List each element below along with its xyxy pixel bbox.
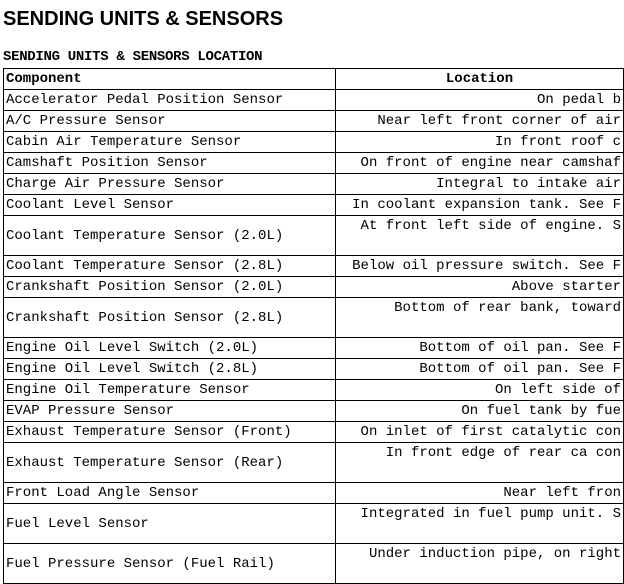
table-row	[4, 544, 624, 584]
component-cell: Crankshaft Position Sensor (2.0L)	[4, 277, 336, 298]
component-cell: Engine Oil Temperature Sensor	[4, 380, 336, 401]
component-cell: Accelerator Pedal Position Sensor	[4, 90, 336, 111]
component-cell: Coolant Level Sensor	[4, 195, 336, 216]
table-header-row	[4, 69, 624, 90]
component-cell: Engine Oil Level Switch (2.8L)	[4, 359, 336, 380]
location-cell: On fuel tank by fue	[336, 401, 624, 422]
table-row	[4, 298, 624, 338]
location-cell: In front roof c	[336, 132, 624, 153]
table-row	[4, 132, 624, 153]
table-row	[4, 111, 624, 132]
component-cell: Coolant Temperature Sensor (2.0L)	[4, 216, 336, 256]
location-cell: In coolant expansion tank. See F	[336, 195, 624, 216]
component-cell: Camshaft Position Sensor	[4, 153, 336, 174]
table-row	[4, 380, 624, 401]
section-title: SENDING UNITS & SENSORS LOCATION	[3, 49, 263, 65]
component-cell: Front Load Angle Sensor	[4, 483, 336, 504]
component-cell: Engine Oil Level Switch (2.0L)	[4, 338, 336, 359]
table-row	[4, 174, 624, 195]
table-row	[4, 483, 624, 504]
location-cell: Bottom of oil pan. See F	[336, 359, 624, 380]
table-row	[4, 256, 624, 277]
sensor-location-table-container	[3, 68, 623, 584]
location-cell: Integral to intake air	[336, 174, 624, 195]
location-cell: Integrated in fuel pump unit. S	[336, 504, 624, 544]
component-cell: Fuel Level Sensor	[4, 504, 336, 544]
component-cell: Exhaust Temperature Sensor (Front)	[4, 422, 336, 443]
location-cell: At front left side of engine. S	[336, 216, 624, 256]
location-cell: Below oil pressure switch. See F	[336, 256, 624, 277]
component-cell: Coolant Temperature Sensor (2.8L)	[4, 256, 336, 277]
location-cell: On inlet of first catalytic con	[336, 422, 624, 443]
column-header-location: Location	[336, 69, 624, 90]
location-cell: Under induction pipe, on right	[336, 544, 624, 584]
table-row	[4, 504, 624, 544]
location-cell: Bottom of oil pan. See F	[336, 338, 624, 359]
table-row	[4, 195, 624, 216]
table-body	[4, 90, 624, 584]
table-row	[4, 216, 624, 256]
table-row	[4, 90, 624, 111]
location-cell: Bottom of rear bank, toward	[336, 298, 624, 338]
sensor-location-table	[3, 68, 624, 584]
location-cell: Above starter	[336, 277, 624, 298]
page-title: SENDING UNITS & SENSORS	[3, 8, 284, 30]
table-row	[4, 422, 624, 443]
table-row	[4, 401, 624, 422]
component-cell: Fuel Pressure Sensor (Fuel Rail)	[4, 544, 336, 584]
component-cell: EVAP Pressure Sensor	[4, 401, 336, 422]
location-cell: On pedal b	[336, 90, 624, 111]
component-cell: Cabin Air Temperature Sensor	[4, 132, 336, 153]
column-header-component: Component	[4, 69, 336, 90]
component-cell: Charge Air Pressure Sensor	[4, 174, 336, 195]
location-cell: Near left fron	[336, 483, 624, 504]
location-cell: In front edge of rear ca con	[336, 443, 624, 483]
table-row	[4, 153, 624, 174]
component-cell: A/C Pressure Sensor	[4, 111, 336, 132]
component-cell: Exhaust Temperature Sensor (Rear)	[4, 443, 336, 483]
location-cell: On front of engine near camshaf	[336, 153, 624, 174]
table-row	[4, 277, 624, 298]
table-row	[4, 359, 624, 380]
table-row	[4, 443, 624, 483]
location-cell: On left side of	[336, 380, 624, 401]
table-row	[4, 338, 624, 359]
location-cell: Near left front corner of air	[336, 111, 624, 132]
component-cell: Crankshaft Position Sensor (2.8L)	[4, 298, 336, 338]
